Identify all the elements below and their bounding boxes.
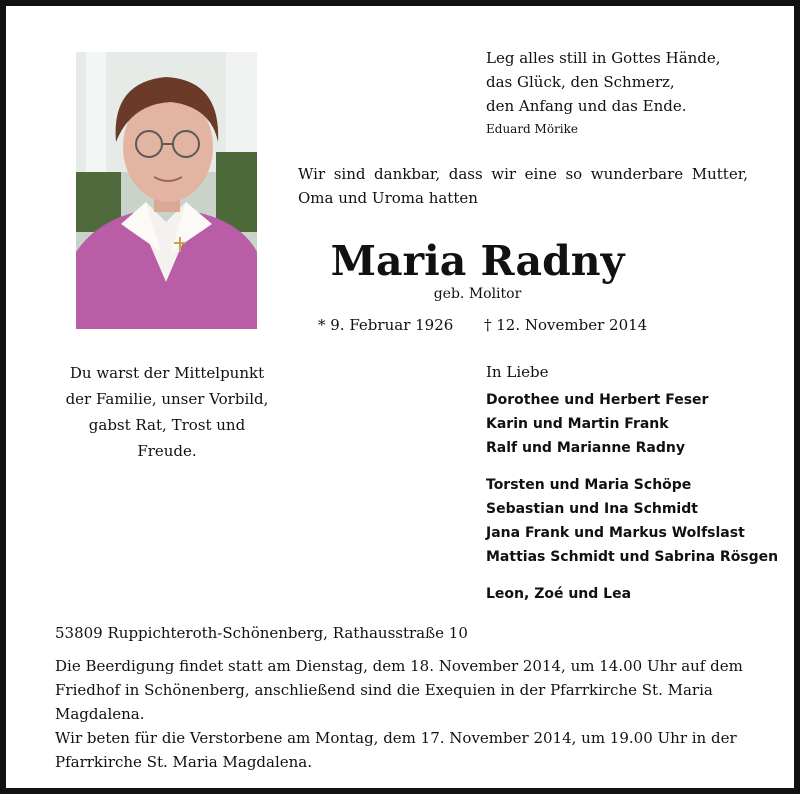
family-member: Sebastian und Ina Schmidt [486, 501, 698, 517]
family-group-great-grandchildren [486, 582, 631, 606]
portrait-photo [76, 52, 257, 329]
birth-date: * 9. Februar 1926 [318, 316, 454, 334]
family-member: Ralf und Marianne Radny [486, 440, 685, 456]
quote-line: Du warst der Mittelpunkt [69, 364, 265, 382]
address: 53809 Ruppichteroth-Schönenberg, Rathausstraße 10 [55, 624, 468, 642]
memorial-quote [60, 360, 274, 464]
family-group-grandchildren [486, 473, 778, 569]
prayer-paragraph: Wir beten für die Verstorbene am Montag, dem 17. November 2014, um 19.00 Uhr in der Pfarrkirche St. Maria Magdalena. [55, 729, 737, 771]
poem-line: das Glück, den Schmerz, [486, 73, 675, 91]
family-member: Mattias Schmidt und Sabrina Rösgen [486, 549, 779, 565]
poem-line: den Anfang und das Ende. [486, 97, 687, 115]
poem [486, 46, 721, 140]
family-member: Dorothee und Herbert Feser [486, 392, 709, 408]
family-member: Jana Frank und Markus Wolfslast [486, 525, 745, 541]
death-date: † 12. November 2014 [484, 316, 648, 334]
thanks-text: Wir sind dankbar, dass wir eine so wunderbare Mutter, Oma und Uroma hatten [298, 165, 748, 207]
funeral-paragraph: Die Beerdigung findet statt am Dienstag, dem 18. November 2014, um 14.00 Uhr auf dem Friedhof in Schönenberg, anschließend sind die Exequien in der Pfarrkirche St. Maria Magdalena. [55, 657, 743, 723]
family-group-children [486, 388, 708, 460]
quote-line: gabst Rat, Trost und Freude. [88, 416, 246, 460]
portrait-illustration [76, 52, 257, 329]
family-member: Leon, Zoé und Lea [486, 586, 632, 602]
deceased-name: Maria Radny [330, 237, 625, 285]
in-love-label: In Liebe [486, 363, 549, 381]
family-member: Torsten und Maria Schöpe [486, 477, 692, 493]
family-member: Karin und Martin Frank [486, 416, 669, 432]
funeral-info [55, 654, 755, 774]
poem-line: Leg alles still in Gottes Hände, [486, 49, 721, 67]
poem-author: Eduard Mörike [486, 122, 579, 136]
birth-name: geb. Molitor [433, 286, 522, 302]
quote-line: der Familie, unser Vorbild, [65, 390, 269, 408]
